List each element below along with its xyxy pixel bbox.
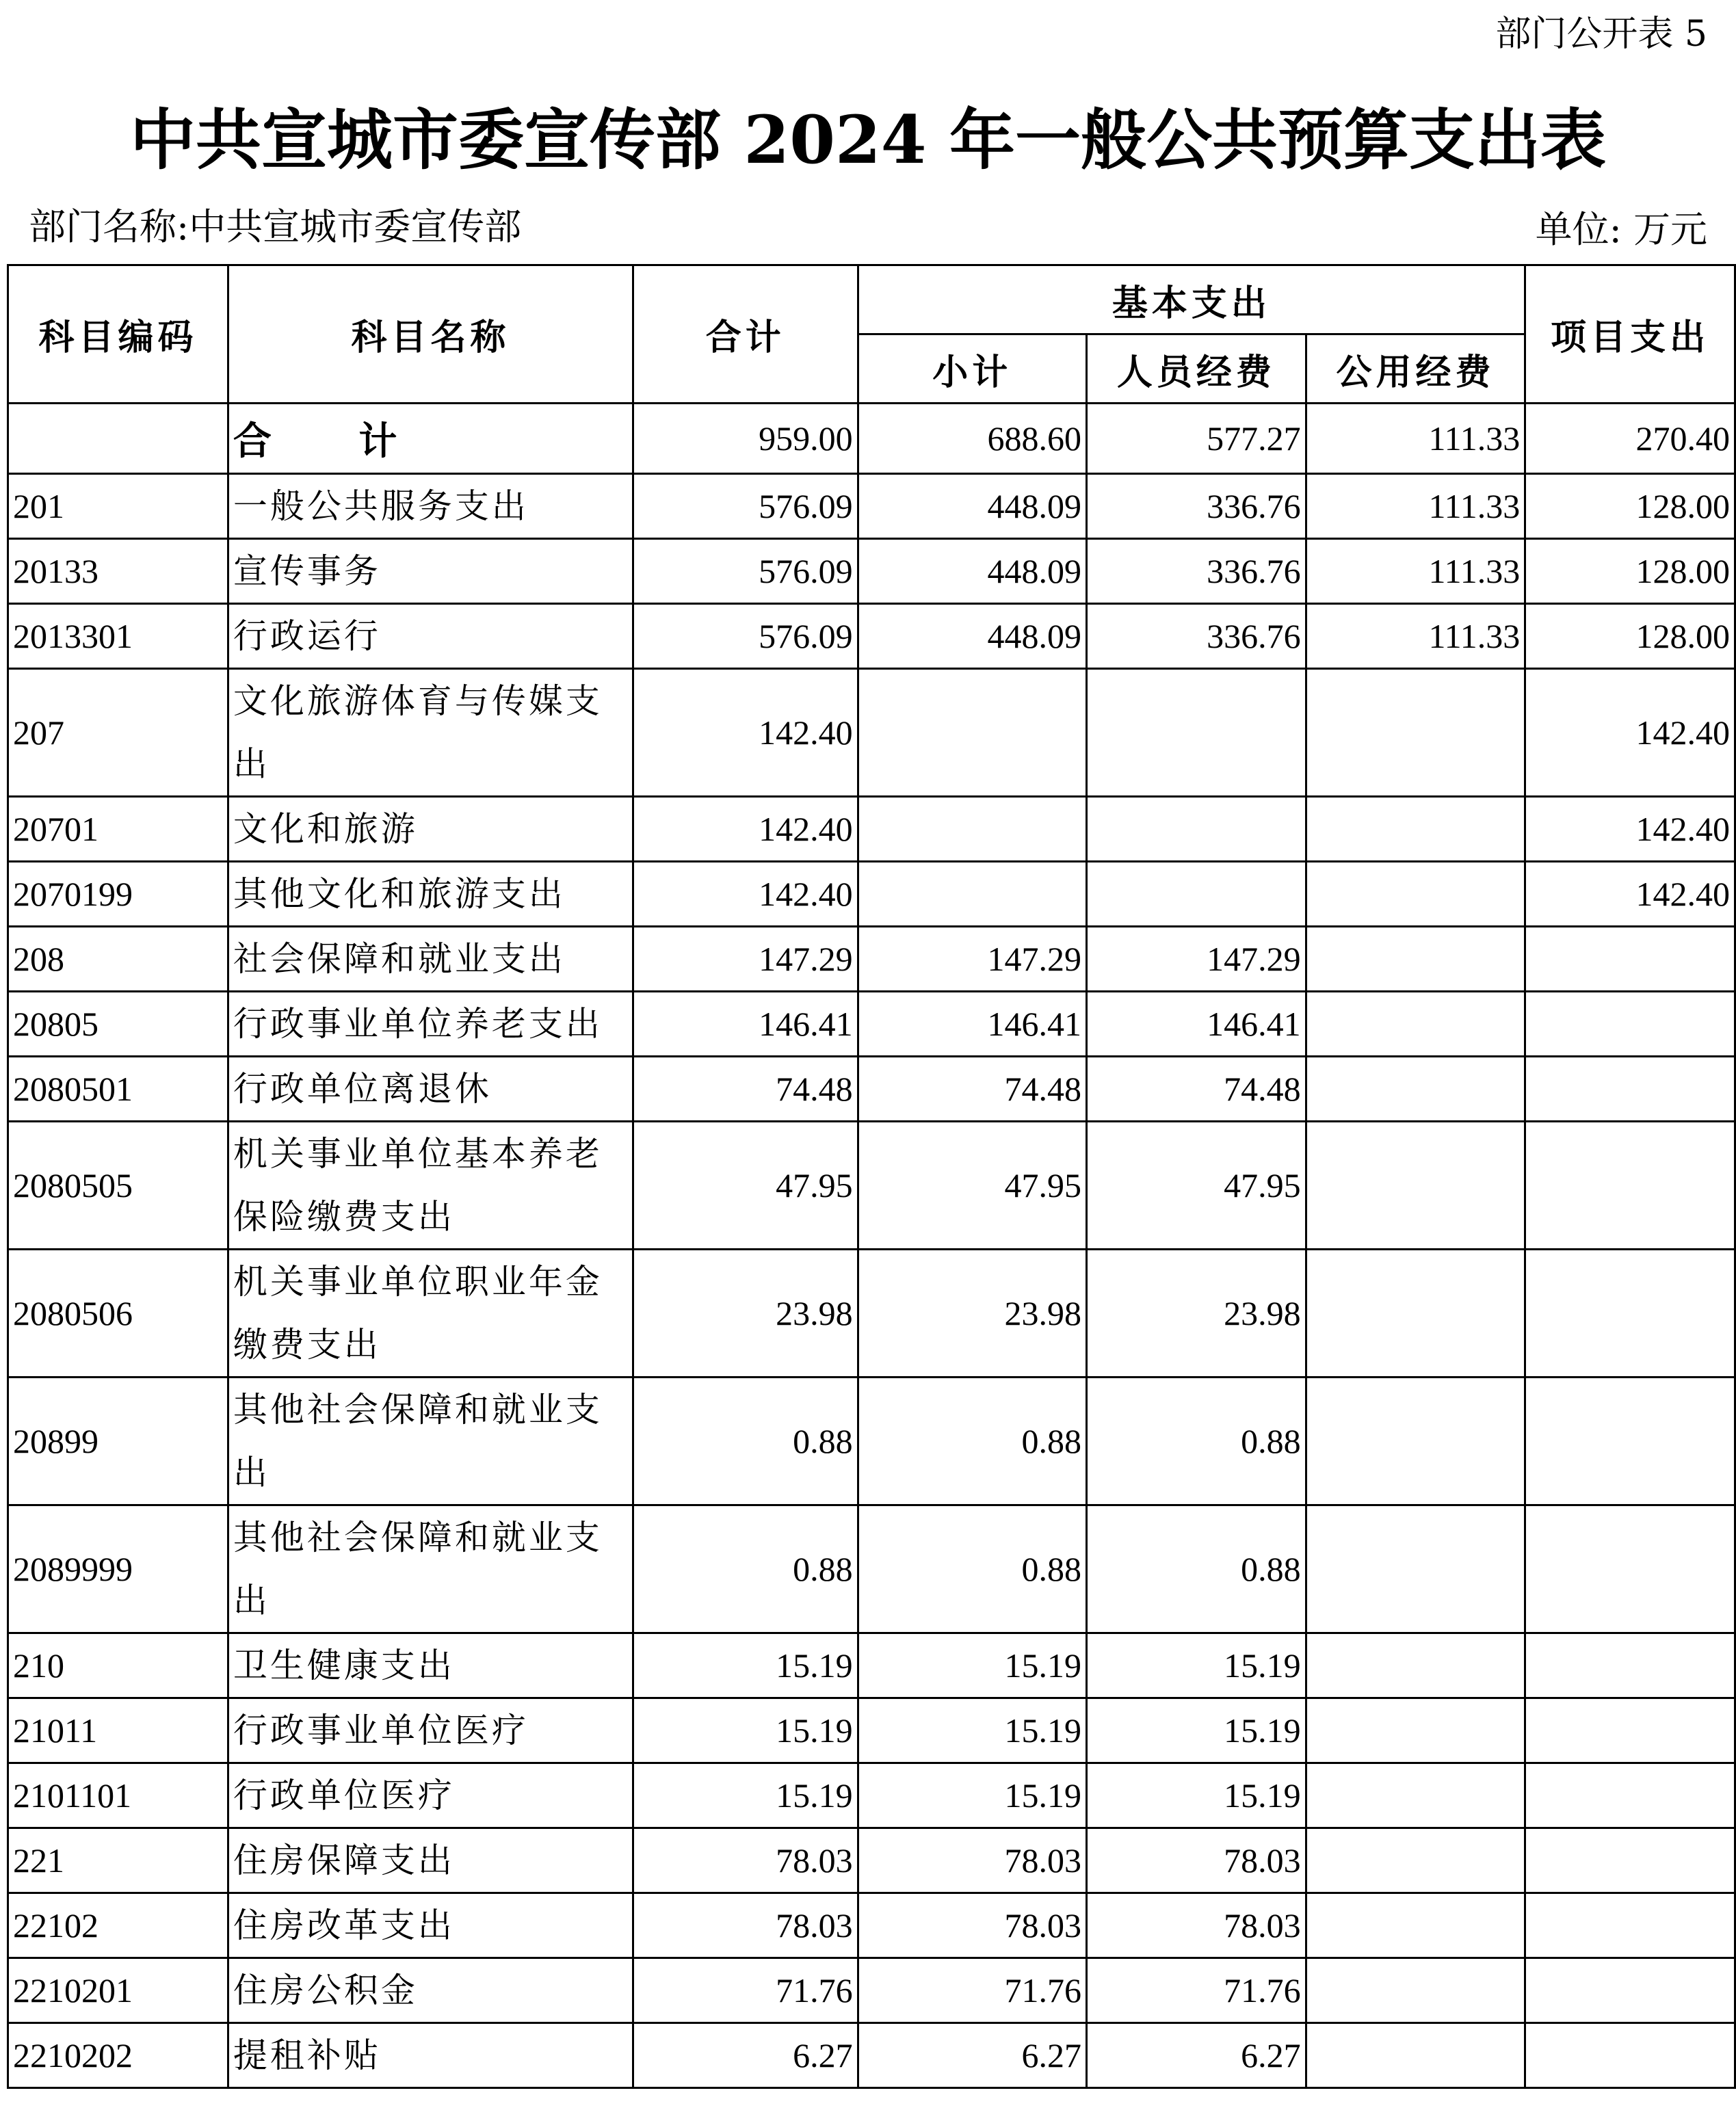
row-code: 221: [8, 1828, 228, 1893]
row-personnel: 6.27: [1087, 2023, 1306, 2088]
row-subtotal: 71.76: [858, 1958, 1086, 2023]
row-personnel: 23.98: [1087, 1250, 1306, 1378]
row-code: 22102: [8, 1893, 228, 1958]
form-number: 部门公开表 5: [1495, 14, 1707, 55]
row-total: 576.09: [633, 539, 858, 604]
row-project: [1525, 1698, 1735, 1763]
row-subtotal: [858, 669, 1086, 797]
row-name: 住房改革支出: [228, 1893, 633, 1958]
row-subtotal: 47.95: [858, 1122, 1086, 1250]
row-subtotal: 448.09: [858, 539, 1086, 604]
budget-table: [7, 264, 1736, 2089]
row-code: 2089999: [8, 1505, 228, 1633]
total-label: 合 计: [228, 404, 633, 474]
table-row: [8, 1122, 1735, 1250]
total-project: 270.40: [1525, 404, 1735, 474]
total-public: 111.33: [1306, 404, 1525, 474]
row-personnel: [1087, 669, 1306, 797]
row-name: 卫生健康支出: [228, 1633, 633, 1698]
row-personnel: 336.76: [1087, 604, 1306, 669]
row-code: 20701: [8, 797, 228, 862]
row-project: 142.40: [1525, 862, 1735, 927]
row-total: 78.03: [633, 1828, 858, 1893]
table-row: [8, 539, 1735, 604]
row-public: [1306, 1698, 1525, 1763]
row-subtotal: 6.27: [858, 2023, 1086, 2088]
page-title: 中共宣城市委宣传部 2024 年一般公共预算支出表: [129, 101, 1607, 179]
row-total: 147.29: [633, 927, 858, 992]
table-row: [8, 1378, 1735, 1505]
row-personnel: 0.88: [1087, 1505, 1306, 1633]
row-code: 20805: [8, 992, 228, 1057]
row-personnel: [1087, 862, 1306, 927]
row-total: 23.98: [633, 1250, 858, 1378]
row-total: 15.19: [633, 1763, 858, 1828]
row-project: 142.40: [1525, 669, 1735, 797]
row-project: [1525, 1763, 1735, 1828]
row-project: [1525, 992, 1735, 1057]
row-code: 210: [8, 1633, 228, 1698]
row-code: 2013301: [8, 604, 228, 669]
row-public: [1306, 1633, 1525, 1698]
table-row: [8, 1250, 1735, 1378]
row-name: 其他社会保障和就业支出: [228, 1378, 633, 1505]
row-project: 142.40: [1525, 797, 1735, 862]
row-code: 2101101: [8, 1763, 228, 1828]
table-row: [8, 1893, 1735, 1958]
row-code: 2210201: [8, 1958, 228, 2023]
total-row: [8, 404, 1735, 474]
row-subtotal: 147.29: [858, 927, 1086, 992]
row-code: 208: [8, 927, 228, 992]
row-name: 一般公共服务支出: [228, 474, 633, 539]
row-subtotal: [858, 862, 1086, 927]
header-public: 公用经费: [1306, 334, 1525, 404]
table-row: [8, 992, 1735, 1057]
row-project: 128.00: [1525, 474, 1735, 539]
row-code: 201: [8, 474, 228, 539]
row-public: [1306, 1378, 1525, 1505]
row-public: [1306, 1958, 1525, 2023]
row-subtotal: 15.19: [858, 1633, 1086, 1698]
row-public: [1306, 1057, 1525, 1122]
header-personnel: 人员经费: [1087, 334, 1306, 404]
row-public: [1306, 2023, 1525, 2088]
row-name: 机关事业单位职业年金缴费支出: [228, 1250, 633, 1378]
row-project: [1525, 2023, 1735, 2088]
row-name: 行政单位离退休: [228, 1057, 633, 1122]
row-personnel: 146.41: [1087, 992, 1306, 1057]
row-subtotal: 0.88: [858, 1378, 1086, 1505]
row-project: [1525, 1958, 1735, 2023]
row-name: 宣传事务: [228, 539, 633, 604]
row-code: 2080505: [8, 1122, 228, 1250]
table-row: [8, 1828, 1735, 1893]
row-project: [1525, 927, 1735, 992]
header-basic-group: 基本支出: [858, 265, 1525, 334]
row-name: 住房公积金: [228, 1958, 633, 2023]
row-code: 2080501: [8, 1057, 228, 1122]
row-subtotal: 15.19: [858, 1698, 1086, 1763]
row-personnel: 71.76: [1087, 1958, 1306, 2023]
total-personnel: 577.27: [1087, 404, 1306, 474]
row-code: 2070199: [8, 862, 228, 927]
row-subtotal: 0.88: [858, 1505, 1086, 1633]
row-personnel: 336.76: [1087, 474, 1306, 539]
row-public: [1306, 1893, 1525, 1958]
row-total: 576.09: [633, 474, 858, 539]
row-total: 71.76: [633, 1958, 858, 2023]
department-name: 部门名称:中共宣城市委宣传部: [29, 205, 522, 248]
row-code: 2080506: [8, 1250, 228, 1378]
table-row: [8, 1698, 1735, 1763]
row-total: 0.88: [633, 1378, 858, 1505]
row-personnel: 336.76: [1087, 539, 1306, 604]
total-subtotal: 688.60: [858, 404, 1086, 474]
row-public: [1306, 1828, 1525, 1893]
row-project: [1525, 1828, 1735, 1893]
row-code: 207: [8, 669, 228, 797]
header-subtotal: 小计: [858, 334, 1086, 404]
header-name: 科目名称: [228, 265, 633, 404]
row-project: [1525, 1893, 1735, 1958]
row-public: 111.33: [1306, 474, 1525, 539]
row-subtotal: 23.98: [858, 1250, 1086, 1378]
row-name: 行政事业单位医疗: [228, 1698, 633, 1763]
row-public: [1306, 1763, 1525, 1828]
row-total: 6.27: [633, 2023, 858, 2088]
row-public: [1306, 1122, 1525, 1250]
table-row: [8, 1633, 1735, 1698]
row-code: 20899: [8, 1378, 228, 1505]
total-total: 959.00: [633, 404, 858, 474]
row-name: 行政单位医疗: [228, 1763, 633, 1828]
row-project: 128.00: [1525, 604, 1735, 669]
row-public: [1306, 1505, 1525, 1633]
row-public: 111.33: [1306, 604, 1525, 669]
row-personnel: [1087, 797, 1306, 862]
unit-label: 单位: 万元: [1535, 208, 1707, 251]
row-subtotal: 448.09: [858, 474, 1086, 539]
row-subtotal: 448.09: [858, 604, 1086, 669]
row-code: 20133: [8, 539, 228, 604]
row-total: 74.48: [633, 1057, 858, 1122]
row-public: [1306, 797, 1525, 862]
row-personnel: 15.19: [1087, 1763, 1306, 1828]
row-name: 行政运行: [228, 604, 633, 669]
row-subtotal: 78.03: [858, 1893, 1086, 1958]
table-row: [8, 927, 1735, 992]
row-project: [1525, 1378, 1735, 1505]
table-row: [8, 1958, 1735, 2023]
row-total: 0.88: [633, 1505, 858, 1633]
row-personnel: 74.48: [1087, 1057, 1306, 1122]
row-total: 146.41: [633, 992, 858, 1057]
row-subtotal: [858, 797, 1086, 862]
row-total: 78.03: [633, 1893, 858, 1958]
row-project: [1525, 1122, 1735, 1250]
row-total: 142.40: [633, 669, 858, 797]
header-total: 合计: [633, 265, 858, 404]
row-project: [1525, 1250, 1735, 1378]
row-total: 576.09: [633, 604, 858, 669]
table-row: [8, 604, 1735, 669]
row-public: 111.33: [1306, 539, 1525, 604]
row-name: 行政事业单位养老支出: [228, 992, 633, 1057]
row-subtotal: 146.41: [858, 992, 1086, 1057]
row-code: 21011: [8, 1698, 228, 1763]
row-name: 提租补贴: [228, 2023, 633, 2088]
row-total: 15.19: [633, 1698, 858, 1763]
row-subtotal: 74.48: [858, 1057, 1086, 1122]
row-project: [1525, 1505, 1735, 1633]
row-personnel: 15.19: [1087, 1633, 1306, 1698]
row-project: [1525, 1057, 1735, 1122]
row-name: 文化旅游体育与传媒支出: [228, 669, 633, 797]
row-personnel: 78.03: [1087, 1893, 1306, 1958]
row-name: 其他社会保障和就业支出: [228, 1505, 633, 1633]
row-name: 机关事业单位基本养老保险缴费支出: [228, 1122, 633, 1250]
row-subtotal: 78.03: [858, 1828, 1086, 1893]
table-row: [8, 797, 1735, 862]
table-row: [8, 474, 1735, 539]
row-public: [1306, 1250, 1525, 1378]
row-public: [1306, 927, 1525, 992]
row-name: 社会保障和就业支出: [228, 927, 633, 992]
table-row: [8, 1763, 1735, 1828]
row-project: 128.00: [1525, 539, 1735, 604]
row-total: 15.19: [633, 1633, 858, 1698]
row-personnel: 147.29: [1087, 927, 1306, 992]
row-personnel: 47.95: [1087, 1122, 1306, 1250]
header-code: 科目编码: [8, 265, 228, 404]
row-total: 47.95: [633, 1122, 858, 1250]
row-name: 其他文化和旅游支出: [228, 862, 633, 927]
table-row: [8, 862, 1735, 927]
table-row: [8, 2023, 1735, 2088]
row-name: 住房保障支出: [228, 1828, 633, 1893]
table-row: [8, 669, 1735, 797]
row-public: [1306, 669, 1525, 797]
row-public: [1306, 862, 1525, 927]
total-code-cell: [8, 404, 228, 474]
row-subtotal: 15.19: [858, 1763, 1086, 1828]
row-personnel: 78.03: [1087, 1828, 1306, 1893]
row-name: 文化和旅游: [228, 797, 633, 862]
row-total: 142.40: [633, 797, 858, 862]
table-row: [8, 1057, 1735, 1122]
row-project: [1525, 1633, 1735, 1698]
table-row: [8, 1505, 1735, 1633]
row-code: 2210202: [8, 2023, 228, 2088]
row-personnel: 0.88: [1087, 1378, 1306, 1505]
row-public: [1306, 992, 1525, 1057]
row-personnel: 15.19: [1087, 1698, 1306, 1763]
row-total: 142.40: [633, 862, 858, 927]
header-project: 项目支出: [1525, 265, 1735, 404]
